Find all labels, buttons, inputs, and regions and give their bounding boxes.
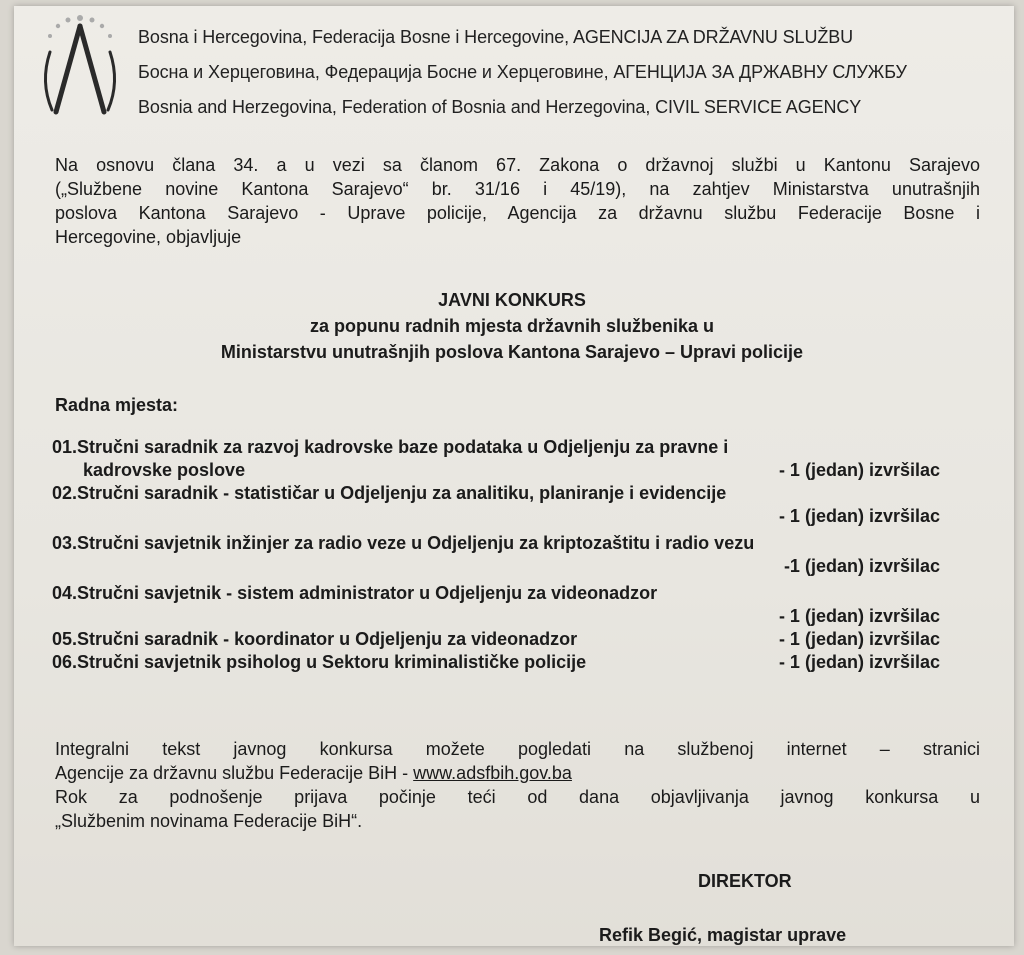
position-count: - 1 (jedan) izvršilac bbox=[778, 460, 940, 480]
list-item bbox=[52, 651, 940, 674]
outro-line: Integralni tekst javnog konkursa možete pogledati na službenoj internet – stranici bbox=[55, 739, 980, 759]
position-title-continued: kadrovske poslove bbox=[83, 460, 246, 480]
outro-paragraph bbox=[55, 737, 980, 833]
intro-line: („Službene novine Kantona Sarajevo“ br. 31/16 i 45/19), na zahtjev Ministarstva unutrašnjih bbox=[55, 179, 980, 199]
positions-list bbox=[52, 436, 940, 674]
position-title: 03.Stručni savjetnik inžinjer za radio veze u Odjeljenju za kriptozaštitu i radio vezu bbox=[52, 533, 755, 553]
position-title: 05.Stručni saradnik - koordinator u Odjeljenju za videonadzor bbox=[52, 629, 578, 649]
outro-line: Rok za podnošenje prijava počinje teći od dana objavljivanja javnog konkursa u bbox=[55, 787, 980, 807]
intro-line: poslova Kantona Sarajevo - Uprave policije, Agencija za državnu službu Federacije Bosne i bbox=[55, 203, 980, 223]
position-count: - 1 (jedan) izvršilac bbox=[778, 652, 940, 672]
list-item bbox=[52, 532, 940, 578]
notice-subtitle: za popunu radnih mjesta državnih službenika u bbox=[309, 316, 715, 336]
intro-paragraph bbox=[55, 153, 980, 249]
signature-title: DIREKTOR bbox=[698, 871, 792, 891]
position-count: - 1 (jedan) izvršilac bbox=[778, 629, 940, 649]
outro-line-text: Agencije za državnu službu Federacije BiH - bbox=[55, 763, 414, 783]
intro-line: Hercegovine, objavljuje bbox=[55, 227, 242, 247]
agency-header bbox=[138, 20, 907, 125]
position-title: 02.Stručni saradnik - statističar u Odjeljenju za analitiku, planiranje i evidencije bbox=[52, 483, 727, 503]
position-count: - 1 (jedan) izvršilac bbox=[778, 606, 940, 626]
agency-name-serbian: Босна и Херцеговина, Федерација Босне и Херцеговине, АГЕНЦИЈА ЗА ДРЖАВНУ СЛУЖБУ bbox=[138, 62, 907, 82]
intro-line: Na osnovu člana 34. a u vezi sa članom 67. Zakona o državnoj službi u Kantonu Sarajevo bbox=[55, 155, 980, 175]
list-item bbox=[52, 628, 940, 651]
outro-line bbox=[55, 761, 980, 785]
position-title: 04.Stručni savjetnik - sistem administrator u Odjeljenju za videonadzor bbox=[52, 583, 658, 603]
position-title: 01.Stručni saradnik za razvoj kadrovske baze podataka u Odjeljenju za pravne i bbox=[52, 437, 729, 457]
agency-logo bbox=[34, 12, 126, 120]
position-title: 06.Stručni savjetnik psiholog u Sektoru kriminalističke policije bbox=[52, 652, 587, 672]
list-item bbox=[52, 482, 940, 528]
notice-title: JAVNI KONKURS bbox=[438, 290, 586, 310]
agency-name-bosnian: Bosna i Hercegovina, Federacija Bosne i Hercegovine, AGENCIJA ZA DRŽAVNU SLUŽBU bbox=[138, 27, 854, 47]
notice-subtitle-ministry: Ministarstvu unutrašnjih poslova Kantona Sarajevo – Upravi policije bbox=[220, 342, 804, 362]
positions-label: Radna mjesta: bbox=[55, 395, 179, 415]
position-count: -1 (jedan) izvršilac bbox=[783, 556, 940, 576]
list-item bbox=[52, 436, 940, 482]
agency-name-english: Bosnia and Herzegovina, Federation of Bosnia and Herzegovina, CIVIL SERVICE AGENCY bbox=[138, 97, 862, 117]
outro-line: „Službenim novinama Federacije BiH“. bbox=[55, 811, 363, 831]
signature-name: Refik Begić, magistar uprave bbox=[599, 925, 847, 945]
agency-website-link[interactable]: www.adsfbih.gov.ba bbox=[413, 763, 572, 783]
list-item bbox=[52, 582, 940, 628]
position-count: - 1 (jedan) izvršilac bbox=[778, 506, 940, 526]
